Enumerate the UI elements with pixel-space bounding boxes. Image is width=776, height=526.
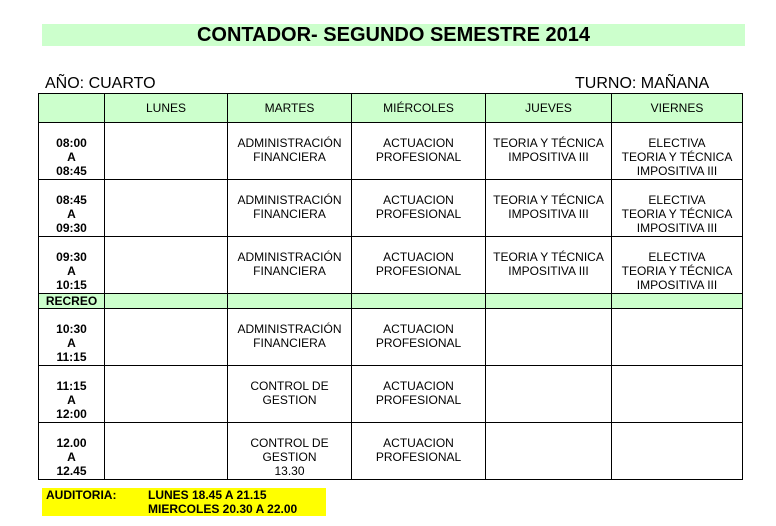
class-cell (612, 423, 743, 480)
recreo-cell (486, 294, 612, 309)
class-cell (352, 423, 486, 480)
subject-text: ACTUACION (383, 322, 454, 336)
time-slot-cell (39, 366, 105, 423)
time-text: A (67, 393, 76, 407)
subject-text: TEORIA Y TÉCNICA (621, 150, 733, 164)
time-text: A (67, 150, 76, 164)
class-cell (228, 423, 352, 480)
subject-text: PROFESIONAL (375, 450, 462, 464)
class-cell (228, 237, 352, 294)
subject-text: GESTION (262, 450, 317, 464)
class-cell (352, 309, 486, 366)
recreo-row (39, 294, 743, 309)
recreo-cell (228, 294, 352, 309)
class-cell (486, 309, 612, 366)
time-text: 08:45 (56, 164, 87, 178)
class-cell (228, 309, 352, 366)
subject-text: CONTROL DE (250, 379, 329, 393)
subject-text: ADMINISTRACIÓN (237, 322, 342, 336)
subject-text: FINANCIERA (253, 207, 326, 221)
recreo-cell (612, 294, 743, 309)
time-slot-row (39, 366, 743, 423)
day-header: VIERNES (612, 94, 743, 123)
subject-text: ACTUACION (383, 250, 454, 264)
time-slot-row (39, 123, 743, 180)
class-cell (352, 123, 486, 180)
subject-text: 13.30 (274, 464, 305, 478)
subject-text: ELECTIVA (648, 136, 706, 150)
auditoria-line-2: MIERCOLES 20.30 A 22.00 (148, 502, 298, 516)
header-row (39, 94, 743, 123)
time-text: 08:45 (56, 193, 87, 207)
time-text: A (67, 264, 76, 278)
subject-text: IMPOSITIVA III (508, 207, 589, 221)
time-text: 11:15 (56, 350, 87, 364)
subject-text: TEORIA Y TÉCNICA (493, 136, 604, 150)
schedule-table (38, 93, 743, 480)
class-cell (612, 309, 743, 366)
time-slot-row (39, 309, 743, 366)
subject-text: CONTROL DE (250, 436, 329, 450)
time-slot-row (39, 423, 743, 480)
recreo-cell (352, 294, 486, 309)
time-text: 09:30 (56, 221, 87, 235)
time-text: A (67, 450, 76, 464)
subject-text: PROFESIONAL (375, 264, 462, 278)
day-header: MIÉRCOLES (352, 94, 486, 123)
subject-text: PROFESIONAL (375, 207, 462, 221)
time-slot-cell (39, 309, 105, 366)
subject-text: FINANCIERA (253, 336, 326, 350)
class-cell (228, 366, 352, 423)
year-label: AÑO: CUARTO (45, 75, 156, 92)
subject-text: ACTUACION (383, 136, 454, 150)
class-cell (612, 180, 743, 237)
subject-text: TEORIA Y TÉCNICA (621, 207, 733, 221)
subject-text: TEORIA Y TÉCNICA (493, 193, 604, 207)
time-text: A (67, 336, 76, 350)
class-cell (105, 237, 228, 294)
time-slot-cell (39, 423, 105, 480)
time-text: 12.00 (56, 436, 87, 450)
class-cell (486, 237, 612, 294)
time-text: 12:00 (56, 407, 87, 421)
class-cell (612, 237, 743, 294)
subject-text: ADMINISTRACIÓN (237, 136, 342, 150)
subject-text: PROFESIONAL (375, 393, 462, 407)
time-text: 10:15 (56, 278, 87, 292)
subject-text: FINANCIERA (253, 150, 326, 164)
time-text: 10:30 (56, 322, 87, 336)
class-cell (105, 309, 228, 366)
time-text: 11:15 (56, 379, 87, 393)
subject-text: IMPOSITIVA III (636, 278, 718, 292)
subject-text: TEORIA Y TÉCNICA (621, 264, 733, 278)
subject-text: PROFESIONAL (375, 336, 462, 350)
subject-text: FINANCIERA (253, 264, 326, 278)
time-slot-cell (39, 180, 105, 237)
class-cell (228, 180, 352, 237)
class-cell (105, 366, 228, 423)
class-cell (105, 423, 228, 480)
corner-cell (39, 94, 105, 123)
time-text: 08:00 (56, 136, 87, 150)
class-cell (486, 123, 612, 180)
shift-label: TURNO: MAÑANA (575, 75, 710, 92)
subject-text: ACTUACION (383, 379, 454, 393)
class-cell (612, 123, 743, 180)
auditoria-note (42, 488, 326, 516)
class-cell (612, 366, 743, 423)
subject-text: IMPOSITIVA III (636, 164, 718, 178)
time-text: A (67, 207, 76, 221)
recreo-label: RECREO (39, 294, 105, 309)
time-text: 09:30 (56, 250, 87, 264)
subject-text: IMPOSITIVA III (508, 150, 589, 164)
subject-text: ACTUACION (383, 436, 454, 450)
subject-text: ELECTIVA (648, 193, 706, 207)
time-slot-cell (39, 237, 105, 294)
subject-text: ACTUACION (383, 193, 454, 207)
subject-text: ADMINISTRACIÓN (237, 193, 342, 207)
auditoria-label: AUDITORIA: (46, 488, 117, 502)
time-text: 12.45 (56, 464, 87, 478)
subject-text: GESTION (262, 393, 317, 407)
day-header: MARTES (228, 94, 352, 123)
time-slot-cell (39, 123, 105, 180)
class-cell (352, 237, 486, 294)
subject-text: ELECTIVA (648, 250, 706, 264)
subject-text: PROFESIONAL (375, 150, 462, 164)
class-cell (352, 366, 486, 423)
class-cell (105, 123, 228, 180)
class-cell (352, 180, 486, 237)
day-header: LUNES (105, 94, 228, 123)
auditoria-line-1: LUNES 18.45 A 21.15 (148, 488, 267, 502)
subject-text: TEORIA Y TÉCNICA (493, 250, 604, 264)
class-cell (486, 366, 612, 423)
page-title: CONTADOR- SEGUNDO SEMESTRE 2014 (42, 24, 745, 46)
day-header: JUEVES (486, 94, 612, 123)
subject-text: ADMINISTRACIÓN (237, 250, 342, 264)
subject-text: IMPOSITIVA III (508, 264, 589, 278)
subject-text: IMPOSITIVA III (636, 221, 718, 235)
class-cell (486, 180, 612, 237)
class-cell (228, 123, 352, 180)
class-cell (486, 423, 612, 480)
class-cell (105, 180, 228, 237)
time-slot-row (39, 180, 743, 237)
recreo-cell (105, 294, 228, 309)
time-slot-row (39, 237, 743, 294)
